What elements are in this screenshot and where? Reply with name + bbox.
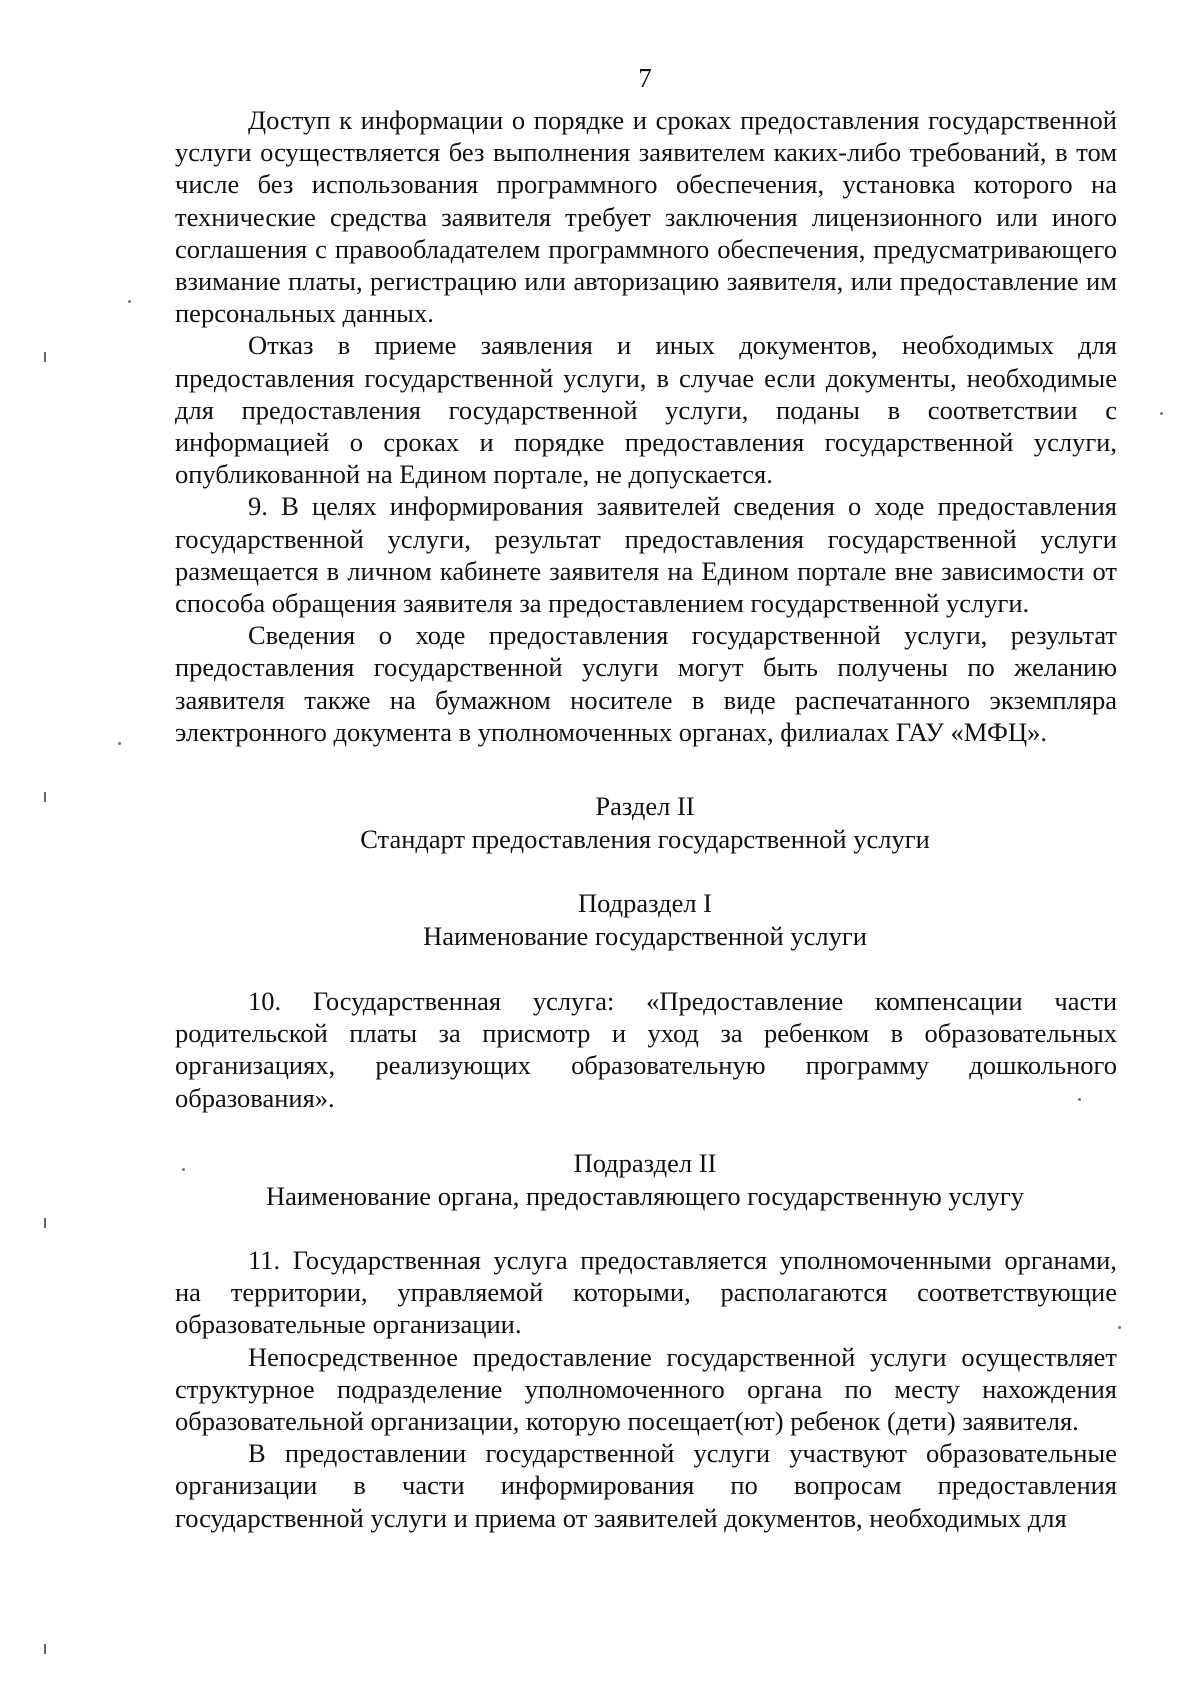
- scan-speck: [1160, 412, 1163, 415]
- scan-speck: [182, 1168, 185, 1171]
- paragraph-access-info: Доступ к информации о порядке и сроках предоставления государственной услуги осуществляется без выполнения заявителем каких-либо требований, в том числе без использования программного обеспечения, установка которого на технические средства заявителя требует заключения лицензионного или иного соглашения с правообладателем программного обеспечения, предусматривающего взимание платы, регистрацию или авторизацию заявителя, или предоставление им персональных данных.: [175, 105, 1117, 329]
- scan-mark: [44, 1644, 46, 1654]
- text-block-1: [175, 104, 1117, 748]
- paragraph-progress-info: Сведения о ходе предоставления государственной услуги, результат предоставления государственной услуги могут быть получены по желанию заявителя также на бумажном носителе в виде распечатанного экземпляра электронного документа в уполномоченных органах, филиалах ГАУ «МФЦ».: [175, 620, 1117, 747]
- section-subtitle: Стандарт предоставления государственной услуги: [360, 824, 930, 854]
- scan-mark: [44, 792, 46, 802]
- paragraph-participants: В предоставлении государственной услуги участвуют образовательные организации в части информирования по вопросам предоставления государственной услуги и приема от заявителей документов, необходимых для: [175, 1438, 1117, 1533]
- subsection-2-subtitle: Наименование органа, предоставляющего государственную услугу: [265, 1181, 1025, 1211]
- subsection-1-title: Подраздел I: [577, 888, 713, 918]
- scan-speck: [1118, 1326, 1121, 1329]
- subsection-1-subtitle: Наименование государственной услуги: [423, 921, 867, 951]
- scan-speck: [128, 300, 131, 303]
- paragraph-item-9: 9. В целях информирования заявителей сведения о ходе предоставления государственной услуги, результат предоставления государственной услуги размещается в личном кабинете заявителя на Едином портале вне зависимости от способа обращения заявителя за предоставлением государственной услуги.: [175, 491, 1117, 619]
- text-block-2: [175, 985, 1117, 1114]
- paragraph-item-11: 11. Государственная услуга предоставляется уполномоченными органами, на территории, управляемой которыми, располагаются соответствующие образовательные организации.: [175, 1245, 1117, 1340]
- scan-speck: [118, 742, 121, 745]
- scan-mark: [44, 1218, 46, 1228]
- page-number: 7: [638, 63, 652, 93]
- subsection-2-title: Подраздел II: [573, 1148, 717, 1178]
- paragraph-direct-provision: Непосредственное предоставление государственной услуги осуществляет структурное подразделение уполномоченного органа по месту нахождения образовательной организации, которую посещает(ют) ребенок (дети) заявителя.: [175, 1341, 1117, 1437]
- scan-speck: [1078, 1098, 1081, 1101]
- text-block-3: [175, 1244, 1117, 1534]
- paragraph-item-10: 10. Государственная услуга: «Предоставление компенсации части родительской платы за присмотр и уход за ребенком в образовательных организациях, реализующих образовательную программу дошкольного образования».: [175, 986, 1117, 1113]
- scan-mark: [44, 352, 46, 362]
- section-title: Раздел II: [595, 791, 695, 821]
- paragraph-refusal: Отказ в приеме заявления и иных документов, необходимых для предоставления государственной услуги, в случае если документы, необходимые для предоставления государственной услуги, поданы в соответствии с информацией о сроках и порядке предоставления государственной услуги, опубликованной на Едином портале, не допускается.: [175, 330, 1117, 490]
